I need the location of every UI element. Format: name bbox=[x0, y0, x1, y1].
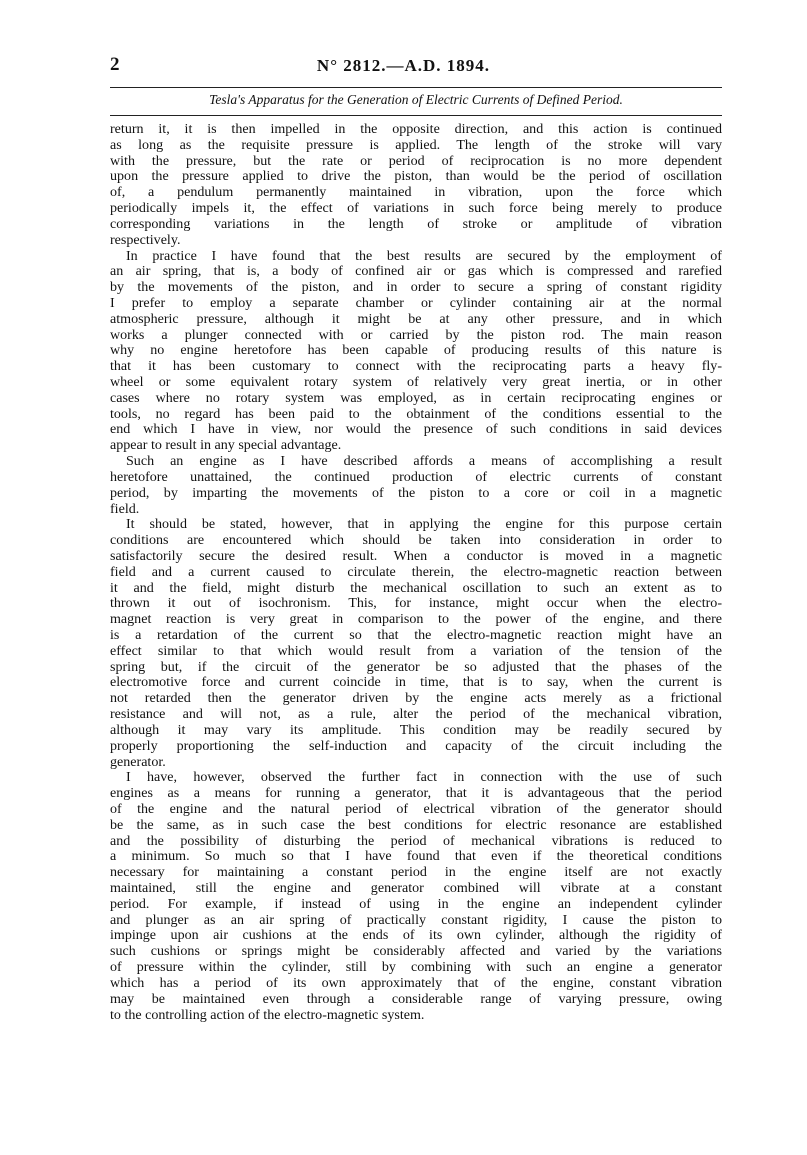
text-line: as long as the requisite pressure is applied. The length of the stroke will vary bbox=[110, 137, 722, 153]
page-number: 2 bbox=[110, 54, 120, 75]
text-line: be the same, as in such case the best conditions for electric resonance are established bbox=[110, 817, 722, 833]
text-line: impinge upon air cushions at the ends of its own cylinder, although the rigidity of bbox=[110, 928, 722, 944]
text-line: period. For example, if instead of using in the engine an independent cylinder bbox=[110, 896, 722, 912]
header-rule-top bbox=[110, 87, 722, 88]
text-line: It should be stated, however, that in applying the engine for this purpose certain bbox=[126, 517, 722, 533]
text-line: it and the field, might disturb the mechanical oscillation to such an extent as to bbox=[110, 580, 722, 596]
text-line: maintained, still the engine and generator combined will vibrate at a constant bbox=[110, 881, 722, 896]
text-line: properly proportioning the self-induction and capacity of the circuit including the bbox=[110, 738, 722, 754]
header-rule-bottom bbox=[110, 115, 722, 116]
running-title: Tesla's Apparatus for the Generation of Electric Currents of Defined Period. bbox=[209, 92, 623, 107]
text-line: of the engine and the natural period of electrical vibration of the generator should bbox=[110, 801, 722, 817]
text-line: to the controlling action of the electro-magnetic system. bbox=[110, 1007, 425, 1023]
text-line: field and a current caused to circulate therein, the electro-magnetic reaction between bbox=[110, 564, 722, 580]
text-line: resistance and will not, as a rule, alter the period of the mechanical vibration, bbox=[110, 707, 722, 723]
text-line: field. bbox=[110, 501, 140, 517]
text-line: I prefer to employ a separate chamber or cylinder containing air at the normal bbox=[110, 295, 722, 311]
text-line: respectively. bbox=[110, 232, 181, 248]
text-line: atmospheric pressure, although it might be at any other pressure, and in which bbox=[110, 311, 722, 327]
text-line: magnet reaction is very great in comparison to the power of the engine, and there bbox=[110, 612, 722, 628]
text-line: is a retardation of the current so that the electro-magnetic reaction might have an bbox=[110, 628, 722, 643]
text-line: conditions are encountered which should be taken into consideration in order to bbox=[110, 533, 722, 549]
text-line: wheel or some equivalent rotary system of relatively very great inertia, or in other bbox=[110, 375, 722, 390]
text-line: heretofore unattained, the continued production of electric currents of constant bbox=[110, 469, 722, 485]
text-line: with the pressure, but the rate or period of reciprocation is no more dependent bbox=[110, 153, 722, 169]
text-line: and the possibility of disturbing the period of mechanical vibrations is reduced to bbox=[110, 833, 722, 849]
text-line: not retarded then the generator driven by the engine acts merely as a frictional bbox=[110, 691, 722, 707]
text-line: generator. bbox=[110, 754, 166, 770]
text-line: and plunger as an air spring of practically constant rigidity, I cause the piston to bbox=[110, 912, 722, 928]
text-line: appear to result in any special advantage. bbox=[110, 438, 342, 454]
text-line: engines as a means for running a generator, that it is advantageous that the period bbox=[110, 786, 722, 802]
text-line: periodically impels it, the effect of variations in such force being merely to produce bbox=[110, 201, 722, 217]
text-line: I have, however, observed the further fact in connection with the use of such bbox=[126, 770, 722, 786]
text-line: thrown it out of isochronism. This, for instance, might occur when the electro- bbox=[110, 596, 722, 612]
text-line: return it, it is then impelled in the opposite direction, and this action is continued bbox=[110, 122, 722, 137]
text-line: corresponding variations in the length of stroke or amplitude of vibration bbox=[110, 216, 722, 232]
text-line: why no engine heretofore has been capable of producing results of this nature is bbox=[110, 343, 722, 359]
text-line: which has a period of its own approximately that of the engine, constant vibration bbox=[110, 975, 722, 991]
body-text bbox=[110, 122, 722, 1023]
text-line: of pressure within the cylinder, still by combining with such an engine a generator bbox=[110, 960, 722, 976]
text-line: such cushions or springs might be considerably affected and varied by the variations bbox=[110, 944, 722, 960]
text-line: necessary for maintaining a constant period in the engine itself are not exactly bbox=[110, 865, 722, 881]
text-line: cases where no rotary system was employed, as in certain reciprocating engines or bbox=[110, 390, 722, 406]
patent-number-heading: N° 2812.—A.D. 1894. bbox=[316, 56, 491, 75]
text-line: works a plunger connected with or carried by the piston rod. The main reason bbox=[110, 327, 722, 343]
text-line: an air spring, that is, a body of confined air or gas which is compressed and rarefied bbox=[110, 264, 722, 280]
text-line: satisfactorily secure the desired result. When a conductor is moved in a magnetic bbox=[110, 548, 722, 564]
text-line: although it may vary its amplitude. This condition may be readily secured by bbox=[110, 722, 722, 738]
text-line: upon the pressure applied to drive the piston, than would be the period of oscillation bbox=[110, 169, 722, 185]
text-line: tools, no regard has been paid to the obtainment of the conditions essential to the bbox=[110, 406, 722, 422]
text-line: period, by imparting the movements of the piston to a core or coil in a magnetic bbox=[110, 485, 722, 501]
text-line: a minimum. So much so that I have found that even if the theoretical conditions bbox=[110, 849, 722, 865]
text-line: may be maintained even through a considerable range of varying pressure, owing bbox=[110, 991, 722, 1007]
text-line: Such an engine as I have described affords a means of accomplishing a result bbox=[126, 454, 722, 470]
text-line: electromotive force and current coincide in time, that is to say, when the current is bbox=[110, 675, 722, 691]
text-line: that it has been customary to connect with the reciprocating parts a heavy fly- bbox=[110, 359, 722, 375]
text-line: effect similar to that which would result from a variation of the tension of the bbox=[110, 643, 722, 659]
text-line: of, a pendulum permanently maintained in vibration, upon the force which bbox=[110, 185, 722, 201]
text-line: end which I have in view, nor would the presence of such conditions in said devices bbox=[110, 422, 722, 438]
text-line: by the movements of the piston, and in order to secure a spring of constant rigidity bbox=[110, 280, 722, 296]
text-line: spring but, if the circuit of the generator be so adjusted that the phases of the bbox=[110, 659, 722, 675]
text-line: In practice I have found that the best results are secured by the employment of bbox=[126, 248, 722, 264]
